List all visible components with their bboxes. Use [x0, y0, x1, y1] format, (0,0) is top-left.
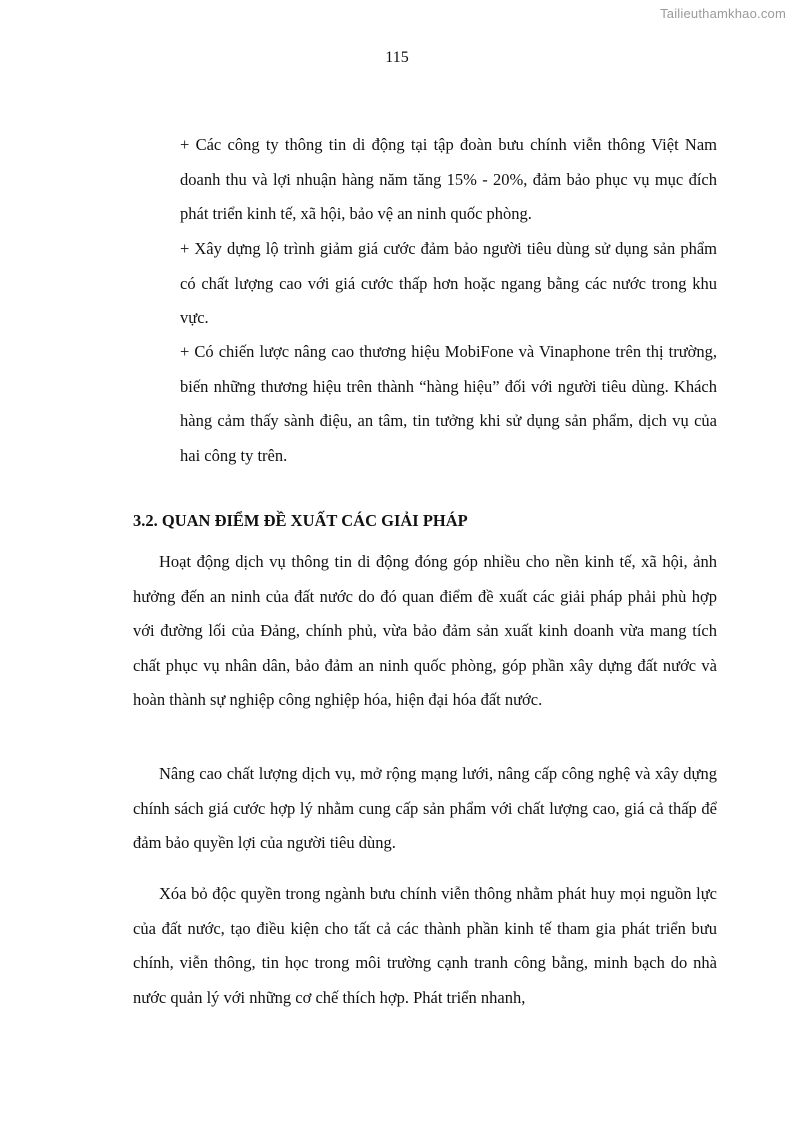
bullet-item-branding: + Có chiến lược nâng cao thương hiệu MobiFone và Vinaphone trên thị trường, biến những thương hiệu trên thành “hàng hiệu” đối với người tiêu dùng. Khách hàng cảm thấy sành điệu, an tâm, tin tưởng khi sử dụng sản phẩm, dịch vụ của hai công ty trên. — [180, 342, 717, 465]
page-number: 115 — [385, 49, 409, 66]
paragraph-mobile-services: Hoạt động dịch vụ thông tin di động đóng góp nhiều cho nền kinh tế, xã hội, ảnh hưởng đến an ninh của đất nước do đó quan điểm đề xuất các giải pháp phải phù hợp với đường lối của Đảng, chính phủ, vừa bảo đảm sản xuất kinh doanh vừa mang tích chất phục vụ nhân dân, bảo đảm an ninh quốc phòng, góp phần xây dựng đất nước và hoàn thành sự nghiệp công nghiệp hóa, hiện đại hóa đất nước. — [133, 552, 717, 709]
bullet-item-revenue: + Các công ty thông tin di động tại tập đoàn bưu chính viễn thông Việt Nam doanh thu và lợi nhuận hàng năm tăng 15% - 20%, đảm bảo phục vụ mục đích phát triển kinh tế, xã hội, bảo vệ an ninh quốc phòng. — [180, 135, 717, 223]
section-heading: 3.2. QUAN ĐIỂM ĐỀ XUẤT CÁC GIẢI PHÁP — [133, 511, 468, 530]
bullet-item-pricing: + Xây dựng lộ trình giảm giá cước đảm bảo người tiêu dùng sử dụng sản phẩm có chất lượng cao với giá cước thấp hơn hoặc ngang bằng các nước trong khu vực. — [180, 239, 717, 327]
paragraph-service-quality: Nâng cao chất lượng dịch vụ, mở rộng mạng lưới, nâng cấp công nghệ và xây dựng chính sách giá cước hợp lý nhằm cung cấp sản phẩm với chất lượng cao, giá cả thấp để đảm bảo quyền lợi của người tiêu dùng. — [133, 764, 717, 852]
paragraph-monopoly: Xóa bỏ độc quyền trong ngành bưu chính viễn thông nhằm phát huy mọi nguồn lực của đất nước, tạo điều kiện cho tất cả các thành phần kinh tế tham gia phát triển bưu chính, viễn thông, tin học trong môi trường cạnh tranh công bằng, minh bạch do nhà nước quản lý với những cơ chế thích hợp. Phát triển nhanh, — [133, 884, 717, 1007]
watermark: Tailieuthamkhao.com — [660, 6, 786, 21]
